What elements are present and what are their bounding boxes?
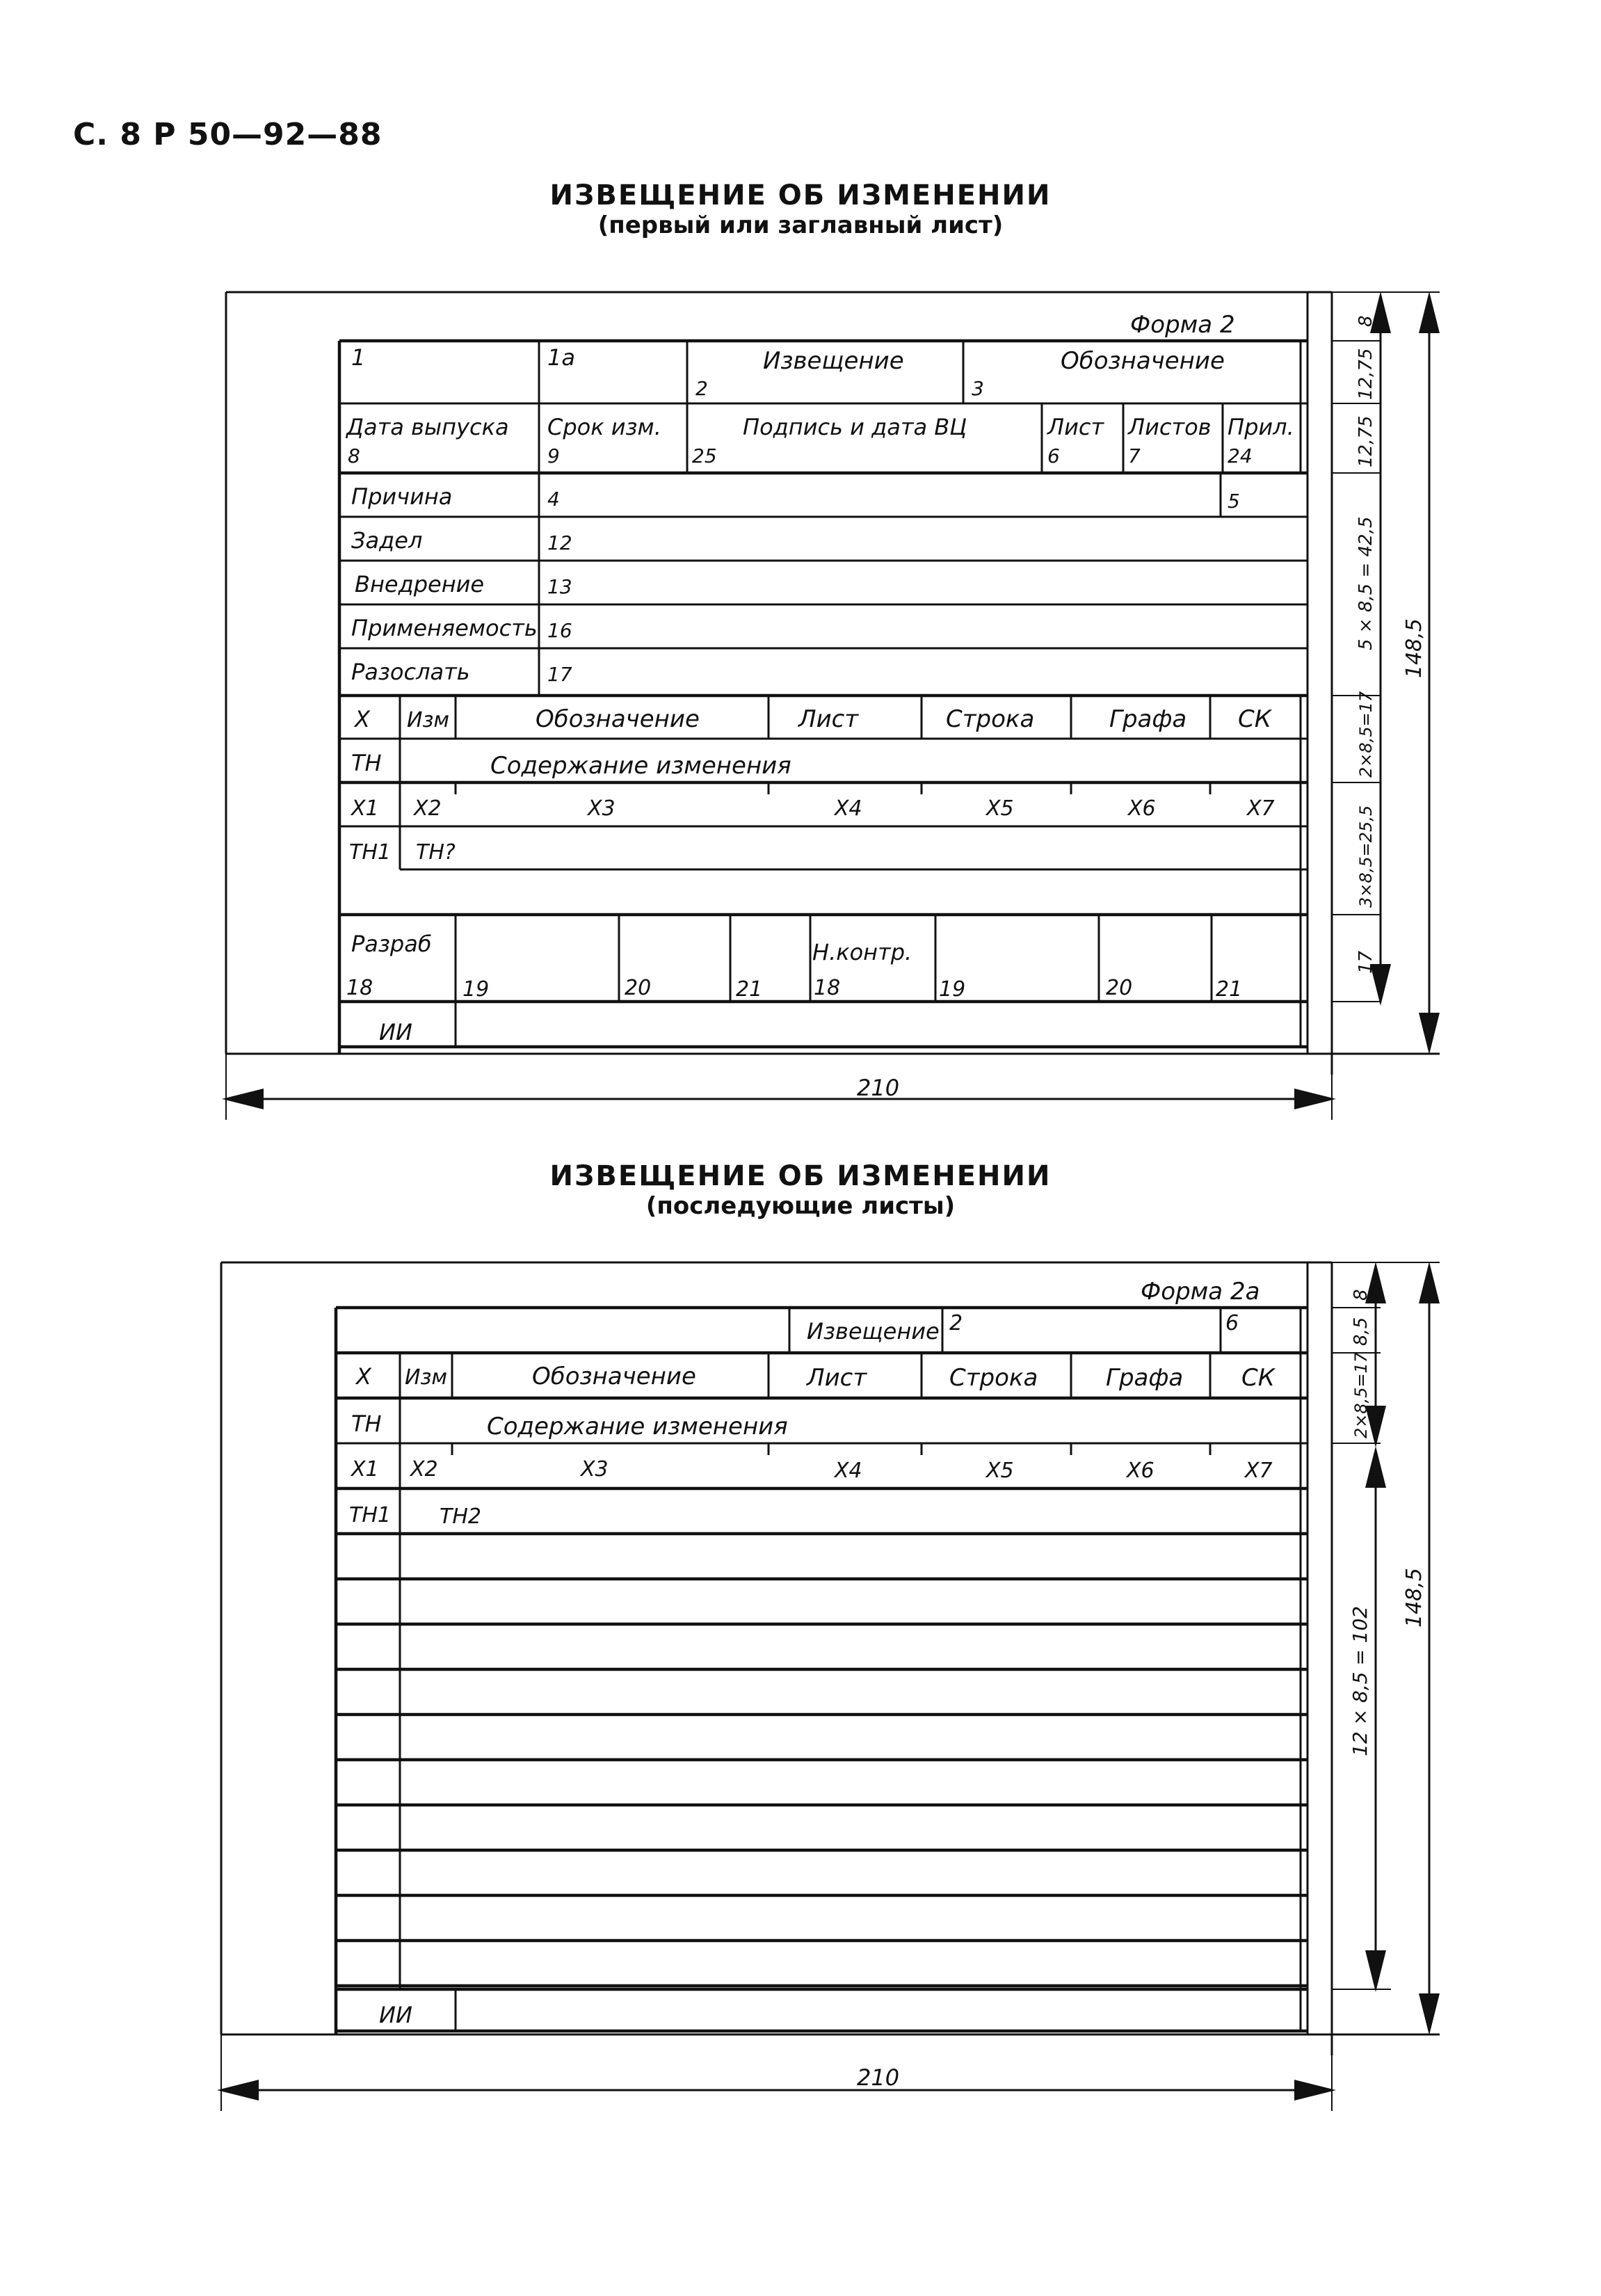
form1-dim-17b: 17 <box>1355 950 1376 974</box>
form1-col-list: Лист <box>798 705 859 733</box>
form1-sig-21b: 21 <box>1216 977 1243 1002</box>
form1-ii: ИИ <box>379 1019 412 1045</box>
form1-dim-25-5: 3×8,5=25,5 <box>1356 805 1376 908</box>
form2-num-6: 6 <box>1225 1311 1239 1335</box>
form2-content: Содержание изменения <box>487 1413 788 1440</box>
form1-col-grafa: Графа <box>1109 705 1187 733</box>
form2-col-sk: СК <box>1241 1364 1275 1392</box>
form1-nkontr: Н.контр. <box>812 939 912 965</box>
form2-dim-8: 8 <box>1351 1289 1371 1301</box>
form1-sig-20a: 20 <box>625 976 652 1000</box>
form1-subtitle: (первый или заглавный лист) <box>597 211 1004 239</box>
form1-col-x: Х <box>355 706 370 732</box>
form1-srok-num: 9 <box>547 444 560 467</box>
form1-x1: Х1 <box>351 796 379 821</box>
form2-title: ИЗВЕЩЕНИЕ ОБ ИЗМЕНЕНИИ <box>549 1160 1052 1192</box>
form1-x3: Х3 <box>588 796 616 821</box>
form2-dim-17: 2×8,5=17 <box>1351 1351 1371 1438</box>
form2-x6: Х6 <box>1127 1459 1155 1483</box>
form1-row-primenyaemost: Применяемость <box>351 615 538 641</box>
form1-sig-19b: 19 <box>939 977 966 1002</box>
form1-row-prichina: Причина <box>351 483 453 510</box>
form1-list-num: 6 <box>1047 444 1060 467</box>
form1-row-vnedrenie: Внедрение <box>355 571 485 597</box>
form1-sig-18b: 18 <box>814 976 841 1000</box>
form1-listov-num: 7 <box>1128 444 1141 467</box>
form1-forma: Форма 2 <box>1130 311 1235 339</box>
form2-col-grafa: Графа <box>1106 1364 1184 1392</box>
form1-dim-width: 210 <box>857 1075 900 1101</box>
form2-dim-8-5: 8,5 <box>1351 1317 1371 1346</box>
form1-row-prichina-extra: 5 <box>1228 490 1240 513</box>
form2-x4: Х4 <box>835 1459 862 1483</box>
form2-x1: Х1 <box>351 1457 379 1482</box>
form1-sig-19a: 19 <box>462 977 490 1002</box>
form1-dim-12-75b: 12,75 <box>1355 415 1376 467</box>
form1-x2: Х2 <box>414 796 442 821</box>
form1-row-zadel: Задел <box>351 527 423 554</box>
form1-col-sk: СК <box>1238 705 1271 733</box>
form1-podpis-num: 25 <box>692 444 717 467</box>
form1-row-primenyaemost-num: 16 <box>547 619 572 642</box>
form2-x5: Х5 <box>986 1459 1014 1483</box>
form1-dim-12-75a: 12,75 <box>1355 348 1376 400</box>
form2-x3: Х3 <box>581 1457 609 1482</box>
form1-col-oboznachenie: Обозначение <box>536 705 700 733</box>
form1-th2: ТН? <box>416 840 456 865</box>
form1-dim-17a: 2×8,5=17 <box>1356 691 1376 778</box>
form2-dim-total: 148,5 <box>1402 1568 1426 1628</box>
form2-col-list: Лист <box>807 1364 867 1392</box>
form1-row-prichina-num: 4 <box>547 488 560 511</box>
form2-ii: ИИ <box>379 2002 412 2028</box>
form1-srok: Срок изм. <box>547 414 661 440</box>
form2-dim-width: 210 <box>857 2064 900 2091</box>
form1-listov: Листов <box>1128 414 1212 440</box>
form1-cell-1a: 1а <box>547 344 575 371</box>
form1-x6: Х6 <box>1128 796 1156 821</box>
form1-x4: Х4 <box>835 796 862 821</box>
form1-dim-8: 8 <box>1355 315 1376 327</box>
form1-oboznachenie-num: 3 <box>972 377 984 400</box>
form1-row-razoslat-num: 17 <box>547 663 572 686</box>
form1-th1: ТН1 <box>349 840 391 865</box>
form2-col-oboznachenie: Обозначение <box>532 1363 696 1390</box>
form2-th1: ТН1 <box>349 1503 391 1527</box>
form1-row-razoslat: Разослать <box>351 659 470 685</box>
form2-x2: Х2 <box>410 1457 438 1482</box>
form1-data-vypuska: Дата выпуска <box>346 414 509 440</box>
form2-izveshchenie-num: 2 <box>949 1311 963 1335</box>
form2-izveshchenie: Извещение <box>807 1318 940 1344</box>
form2-forma: Форма 2а <box>1141 1278 1260 1306</box>
form1-sig-18a: 18 <box>346 976 373 1000</box>
form1-data-num: 8 <box>348 444 360 467</box>
form1-dim-42-5: 5 × 8,5 = 42,5 <box>1355 516 1376 650</box>
form1-th: ТН <box>351 750 382 776</box>
form1-x7: Х7 <box>1247 796 1275 821</box>
form1-pril-num: 24 <box>1228 444 1253 467</box>
form1-pril: Прил. <box>1228 414 1294 440</box>
form1-razrab: Разраб <box>351 931 432 957</box>
form2-col-izm: Изм <box>405 1365 448 1390</box>
form2-th2: ТН2 <box>440 1504 481 1529</box>
form1-cell-1: 1 <box>351 344 366 371</box>
form1-content: Содержание изменения <box>490 752 791 780</box>
form1-podpis: Подпись и дата ВЦ <box>743 414 967 440</box>
form2-col-x: Х <box>356 1363 371 1390</box>
page-header: С. 8 Р 50—92—88 <box>73 117 383 152</box>
form1-list: Лист <box>1047 414 1104 440</box>
form1-x5: Х5 <box>986 796 1014 821</box>
form1-drawing <box>226 292 1440 1120</box>
form1-col-izm: Изм <box>407 708 450 732</box>
form2-dim-102: 12 × 8,5 = 102 <box>1349 1605 1371 1756</box>
form1-sig-21a: 21 <box>736 977 763 1002</box>
form1-izveshchenie: Извещение <box>763 347 904 375</box>
form1-oboznachenie: Обозначение <box>1061 347 1225 375</box>
form2-col-stroka: Строка <box>949 1364 1038 1392</box>
form1-title: ИЗВЕЩЕНИЕ ОБ ИЗМЕНЕНИИ <box>549 179 1052 211</box>
form2-drawing <box>221 1262 1440 2111</box>
form1-sig-20b: 20 <box>1106 976 1133 1000</box>
form2-subtitle: (последующие листы) <box>645 1192 956 1220</box>
form1-row-zadel-num: 12 <box>547 531 572 554</box>
form1-row-vnedrenie-num: 13 <box>547 575 572 598</box>
form1-dim-total: 148,5 <box>1402 618 1426 678</box>
form2-x7: Х7 <box>1245 1459 1273 1483</box>
form2-th: ТН <box>351 1411 382 1437</box>
form1-izveshchenie-num: 2 <box>695 377 708 400</box>
form1-col-stroka: Строка <box>946 705 1035 733</box>
